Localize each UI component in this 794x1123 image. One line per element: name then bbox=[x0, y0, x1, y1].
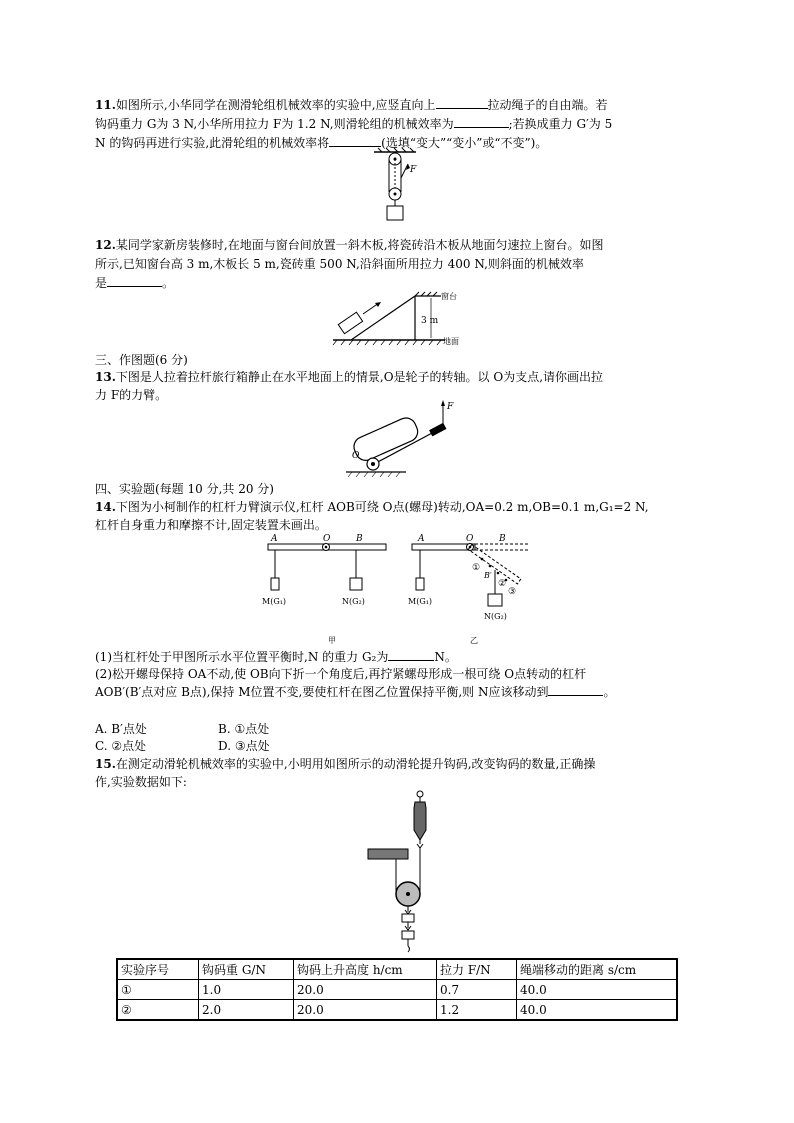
q14-blank1[interactable] bbox=[388, 649, 434, 661]
section3-heading: 三、作图题(6 分) bbox=[95, 353, 188, 367]
q13-line1: 13.下图是人拉着拉杆旅行箱静止在水平地面上的情景,O是轮子的转轴。以 O为支点,请你画出拉 bbox=[95, 370, 604, 384]
q11-blank1[interactable] bbox=[436, 97, 488, 109]
table-cell: 2.0 bbox=[199, 1000, 294, 1021]
incline-figure bbox=[333, 290, 468, 348]
svg-text:N(G₂): N(G₂) bbox=[342, 597, 365, 606]
q11-blank2[interactable] bbox=[454, 116, 509, 128]
q14-option-d[interactable]: D. ③点处 bbox=[218, 739, 270, 753]
q14-part1: (1)当杠杆处于甲图所示水平位置平衡时,N 的重力 G₂为 N。 bbox=[95, 650, 457, 664]
svg-text:O: O bbox=[323, 534, 331, 544]
svg-text:B: B bbox=[356, 534, 363, 544]
q12-number: 12. bbox=[95, 238, 116, 252]
table-header-row bbox=[117, 959, 677, 980]
svg-text:B: B bbox=[499, 534, 506, 544]
table-cell: 20.0 bbox=[294, 1000, 437, 1021]
svg-text:A: A bbox=[418, 534, 425, 544]
table-header-cell: 钩码重 G/N bbox=[199, 959, 294, 980]
q13-force-label: F bbox=[447, 402, 454, 412]
q13-number: 13. bbox=[95, 370, 116, 384]
section4-heading: 四、实验题(每题 10 分,共 20 分) bbox=[95, 482, 274, 496]
table-cell: ① bbox=[117, 980, 199, 1000]
q14-option-a[interactable]: A. B′点处 bbox=[95, 722, 147, 736]
table-cell: 0.7 bbox=[437, 980, 517, 1000]
q15-number: 15. bbox=[95, 757, 116, 771]
q13-pivot-label: O bbox=[352, 451, 360, 461]
lever-figure bbox=[258, 530, 538, 645]
table-cell: 40.0 bbox=[517, 1000, 678, 1021]
movable-pulley-figure bbox=[366, 788, 436, 958]
table-cell: ② bbox=[117, 1000, 199, 1021]
q11-line1: 11.如图所示,小华同学在测滑轮组机械效率的实验中,应竖直向上 拉动绳子的自由端。若 bbox=[95, 98, 608, 112]
q14-part2-line2: AOB′(B′点对应 B点),保持 M位置不变,要使杠杆在图乙位置保持平衡,则 N应该移动到 。 bbox=[95, 685, 616, 699]
q12-line1: 12.某同学家新房装修时,在地面与窗台间放置一斜木板,将瓷砖沿木板从地面匀速拉上窗台。如图 bbox=[95, 238, 604, 252]
svg-text:M(G₁): M(G₁) bbox=[408, 597, 433, 606]
svg-text:②: ② bbox=[498, 579, 507, 589]
q12-line2: 所示,已知窗台高 3 m,木板长 5 m,瓷砖重 500 N,沿斜面所用拉力 400 N,则斜面的机械效率 bbox=[95, 257, 584, 271]
q12-ground-label: 地面 bbox=[443, 337, 459, 346]
q12-window-label: 窗台 bbox=[441, 292, 457, 301]
svg-text:M(G₁): M(G₁) bbox=[262, 597, 287, 606]
q11-line2: 钩码重力 G为 3 N,小华所用拉力 F为 1.2 N,则滑轮组的机械效率为 ;若换成重力 G′为 5 bbox=[95, 117, 613, 131]
q11-blank3[interactable] bbox=[329, 135, 381, 147]
svg-text:①: ① bbox=[472, 563, 481, 573]
q14-option-b[interactable]: B. ①点处 bbox=[218, 722, 270, 736]
table-cell: 40.0 bbox=[517, 980, 678, 1000]
q12-height-label: 3 m bbox=[421, 316, 439, 326]
q15-line2: 作,实验数据如下: bbox=[95, 775, 187, 789]
fig-yi-label: 乙 bbox=[470, 636, 478, 645]
q14-line1: 14.下图为小柯制作的杠杆力臂演示仪,杠杆 AOB可绕 O点(螺母)转动,OA=0.2 m,OB=0.1 m,G₁=2 N, bbox=[95, 500, 649, 514]
table-row bbox=[117, 1000, 677, 1021]
svg-text:N(G₂): N(G₂) bbox=[484, 612, 507, 621]
q14-part2-line1: (2)松开螺母保持 OA不动,使 OB向下折一个角度后,再拧紧螺母形成一根可绕 O点转动的杠杆 bbox=[95, 667, 587, 681]
q11-line3: N 的钩码再进行实验,此滑轮组的机械效率将 (选填“变大”“变小”或“不变”)。 bbox=[95, 136, 548, 150]
table-header-cell: 实验序号 bbox=[117, 959, 199, 980]
svg-text:O: O bbox=[466, 534, 474, 544]
q14-option-c[interactable]: C. ②点处 bbox=[95, 739, 147, 753]
q13-line2: 力 F的力臂。 bbox=[95, 388, 168, 402]
table-cell: 1.0 bbox=[199, 980, 294, 1000]
q11-number: 11. bbox=[95, 98, 116, 112]
fig-jia-label: 甲 bbox=[328, 636, 336, 645]
q15-line1: 15.在测定动滑轮机械效率的实验中,小明用如图所示的动滑轮提升钩码,改变钩码的数量,正确操 bbox=[95, 757, 596, 771]
svg-text:A: A bbox=[271, 534, 278, 544]
table-cell: 20.0 bbox=[294, 980, 437, 1000]
data-table bbox=[116, 958, 678, 1021]
luggage-figure bbox=[346, 400, 456, 480]
pulley-block-figure bbox=[368, 148, 428, 234]
svg-text:③: ③ bbox=[508, 587, 517, 597]
q14-number: 14. bbox=[95, 500, 116, 514]
table-row bbox=[117, 980, 677, 1000]
q11-force-label: F bbox=[410, 165, 417, 175]
table-header-cell: 拉力 F/N bbox=[437, 959, 517, 980]
q14-blank2[interactable] bbox=[548, 684, 603, 696]
svg-text:B′: B′ bbox=[484, 571, 492, 580]
q12-blank[interactable] bbox=[107, 275, 162, 287]
q12-line3: 是 。 bbox=[95, 276, 175, 290]
table-header-cell: 钩码上升高度 h/cm bbox=[294, 959, 437, 980]
q14-line2: 杠杆自身重力和摩擦不计,固定装置未画出。 bbox=[95, 518, 327, 532]
table-cell: 1.2 bbox=[437, 1000, 517, 1021]
table-header-cell: 绳端移动的距离 s/cm bbox=[517, 959, 678, 980]
